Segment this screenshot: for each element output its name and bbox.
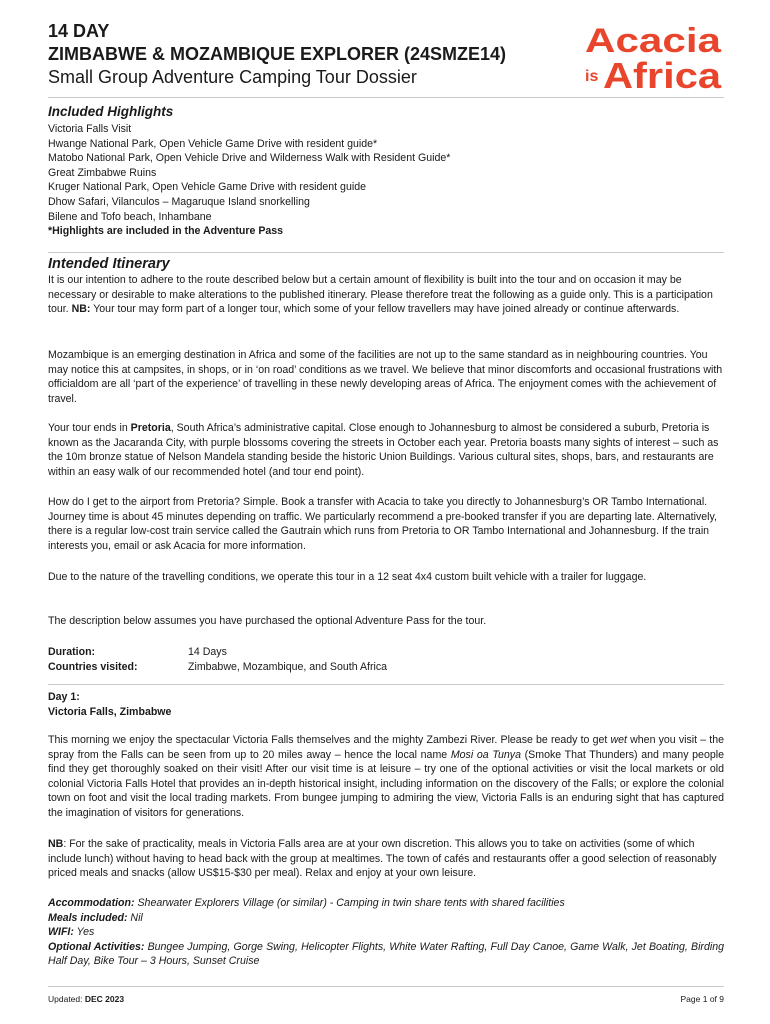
title-tour-name: ZIMBABWE & MOZAMBIQUE EXPLORER (24SMZE14): [48, 44, 507, 64]
city-name: Pretoria: [130, 422, 171, 434]
subtitle: Small Group Adventure Camping Tour Dossier: [48, 67, 417, 87]
highlights-heading: Included Highlights: [48, 104, 174, 119]
accommodation-label: Accommodation:: [48, 897, 135, 909]
acacia-africa-logo: [583, 18, 723, 94]
list-item: Matobo National Park, Open Vehicle Drive and Wilderness Walk with Resident Guide*: [48, 152, 451, 165]
divider: [48, 986, 724, 987]
highlights-list: [48, 122, 724, 239]
itinerary-heading: Intended Itinerary: [48, 256, 170, 272]
vehicle-paragraph: Due to the nature of the travelling conditions, we operate this tour in a 12 seat 4x4 custom built vehicle with a trailer for luggage.: [48, 571, 647, 583]
mozambique-paragraph: Mozambique is an emerging destination in Africa and some of the facilities are not up to the same standard as in neighbouring countries. You may notice this at campsites, in shops, or in ‘on road’ conditions as we travel. We believe that minor discomforts and occasional frustrations with officialdom are all ‘part of the experience’ of travelling in these newly developing areas of Africa. The enjoyment comes with the achievement of travel.: [48, 349, 723, 405]
adventure-pass-paragraph: The description below assumes you have purchased the optional Adventure Pass for the tour.: [48, 615, 487, 627]
accommodation-value: Shearwater Explorers Village (or similar) - Camping in twin share tents with shared facilities: [137, 897, 565, 909]
day1-paragraph: This morning we enjoy the spectacular Victoria Falls themselves and the mighty Zambezi River. Please be ready to get wet when you visit – the spray from the Falls can be seen from up to 20 miles away – hence the local name Mosi oa Tunya (Smoke That Thunders) and many people find they get thoroughly soaked on their visit! After our visit time is at leisure – try one of the optional activities or visit the local markets or old colonial Victoria Falls Hotel that provides an in-depth historical insight, including information on the discovery of the Falls; or explore the colonial town on foot and visit the local trading markets. From bungee jumping to admiring the view, Victoria Falls is an enduring sight that has captured the imagination of visitors for generations.: [48, 734, 724, 819]
wifi-value: Yes: [76, 926, 95, 939]
duration-value: 14 Days: [188, 646, 227, 658]
list-item: Great Zimbabwe Ruins: [48, 166, 157, 179]
day1-nb-paragraph: NB: For the sake of practicality, meals in Victoria Falls area are at your own discretion. This allows you to take on activities (some of which include lunch) without having to head back with the group at mealtimes. The town of cafés and restaurants offer a good selection of reasonably priced meals and snacks (allow US$15-$30 per meal). Relax and enjoy at your own leisure.: [48, 838, 717, 880]
list-item: Hwange National Park, Open Vehicle Game Drive with resident guide*: [48, 137, 378, 150]
svg-text:Africa: Africa: [603, 55, 723, 94]
list-item: Bilene and Tofo beach, Inhambane: [48, 210, 212, 223]
countries-value: Zimbabwe, Mozambique, and South Africa: [188, 660, 388, 673]
tour-summary: [48, 645, 724, 675]
meals-label: Meals included:: [48, 911, 128, 924]
nb-label: NB: [48, 838, 64, 850]
duration-label: Duration:: [48, 646, 96, 658]
itinerary-intro-paragraph: It is our intention to adhere to the route described below but a certain amount of flexibility is built into the tour and on occasion it may be necessary or desirable to make alterations to the published itinerary. Please therefore treat the following as a guide only. This is a participation tour. NB: Your tour may form part of a longer tour, which some of your fellow travellers may have joined already or continue afterwards.: [48, 274, 713, 316]
nb-label: NB:: [71, 303, 91, 316]
countries-label: Countries visited:: [48, 660, 138, 673]
list-item: Dhow Safari, Vilanculos – Magaruque Island snorkelling: [48, 195, 310, 208]
day1-details: [48, 896, 724, 969]
divider: [48, 252, 724, 253]
svg-text:is: is: [585, 68, 599, 85]
wifi-label: WIFI:: [48, 926, 74, 939]
footer-updated: Updated: DEC 2023: [48, 994, 125, 1004]
day-label: Day 1:: [48, 691, 80, 703]
page-number: Page 1 of 9: [680, 994, 724, 1004]
day-location: Victoria Falls, Zimbabwe: [48, 706, 172, 718]
activities-label: Optional Activities:: [48, 940, 145, 953]
divider: [48, 97, 724, 98]
highlights-note: *Highlights are included in the Adventure Pass: [48, 225, 284, 238]
updated-date: DEC 2023: [84, 994, 125, 1004]
meals-value: Nil: [130, 911, 143, 924]
title-duration: 14 DAY: [48, 21, 110, 41]
pretoria-paragraph: Your tour ends in Pretoria, South Africa’s administrative capital. Close enough to Johannesburg to almost be considered a suburb, Pretoria is known as the Jacaranda City, with purple blossoms covering the streets in October each year. Pretoria boasts many sights of interest – such as the 10m bronze statue of Nelson Mandela standing beside the historic Union Buildings. Various cultural sites, shops, bars, and restaurants are within an easy walk of our recommended hotel (and tour end point).: [48, 422, 719, 478]
activities-value: Bungee Jumping, Gorge Swing, Helicopter Flights, White Water Rafting, Full Day Canoe, Game Walk, Jet Boating, Birding Half Day, Bike Tour – 3 Hours, Sunset Cruise: [48, 940, 724, 968]
list-item: Kruger National Park, Open Vehicle Game Drive with resident guide: [48, 181, 366, 194]
list-item: Victoria Falls Visit: [48, 123, 132, 135]
svg-text:Acacia: Acacia: [585, 22, 723, 60]
divider: [48, 684, 724, 685]
airport-paragraph: How do I get to the airport from Pretoria? Simple. Book a transfer with Acacia to take you directly to Johannesburg’s OR Tambo International. Journey time is about 45 minutes depending on traffic. We particularly recommend a pre-booked transfer if you are departing late. Alternatively, there is a regular low-cost train service called the Gautrain which runs from Pretoria to OR Tambo International and Johannesburg. If the train interests you, email or ask Acacia for more information.: [48, 496, 717, 552]
